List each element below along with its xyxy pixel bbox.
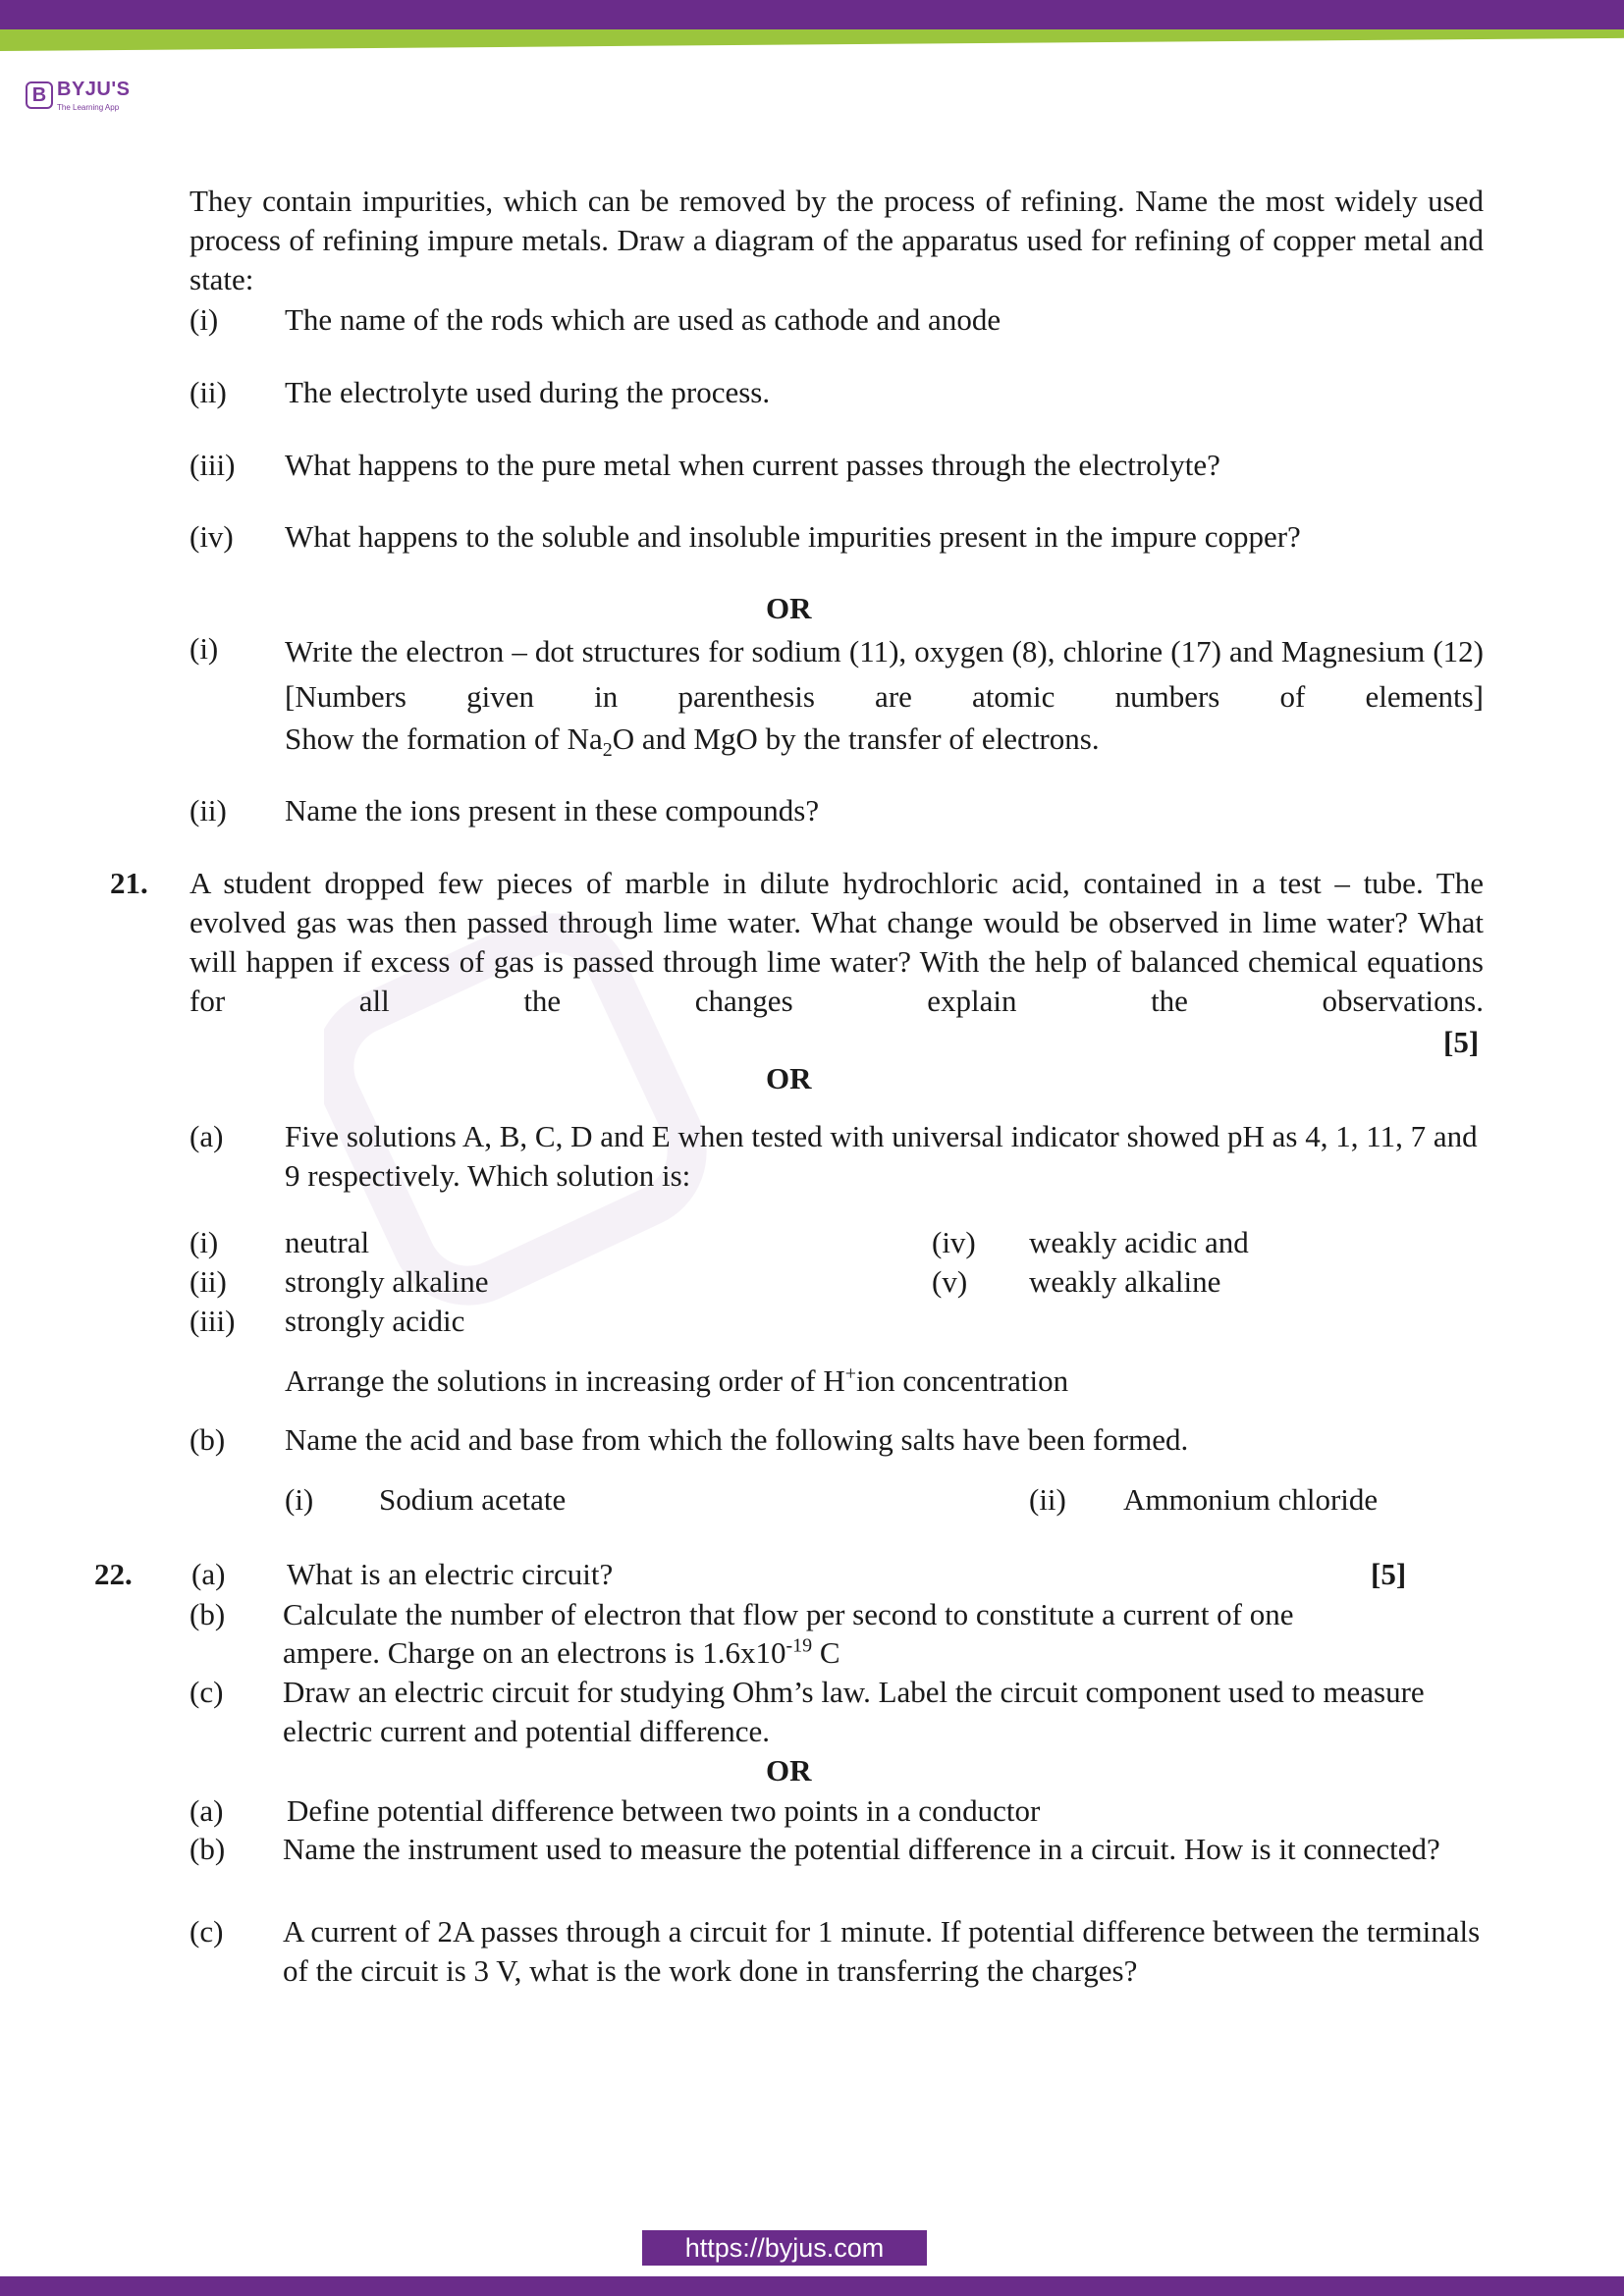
q20-item-text: The name of the rods which are used as cathode and anode — [285, 302, 1001, 337]
q22-b-num: (b) — [189, 1597, 226, 1631]
marks: [5] — [1371, 1557, 1407, 1591]
logo-tagline: The Learning App — [57, 103, 120, 112]
footer-url[interactable]: https://byjus.com — [642, 2230, 927, 2266]
q20-alt-text: Name the ions present in these compounds? — [285, 793, 820, 828]
q22-alt-num: (b) — [189, 1832, 226, 1866]
q22-alt-text: A current of 2A passes through a circuit for 1 minute. If potential difference between the terminals of the circuit is 3 V, what is the work done in transferring the charges? — [283, 1914, 1481, 1988]
q20-item-num: (iv) — [189, 519, 234, 554]
option-text: strongly acidic — [285, 1304, 465, 1338]
q20-item-text: What happens to the soluble and insoluble impurities present in the impure copper? — [285, 519, 1301, 554]
footer-band — [0, 2276, 1624, 2296]
option-num: (iii) — [189, 1304, 236, 1338]
q21-a-text: Five solutions A, B, C, D and E when tested with universal indicator showed pH as 4, 1, 11, 7 and 9 respectively. Which solution is: — [285, 1119, 1478, 1193]
q22-c-num: (c) — [189, 1675, 224, 1709]
q22-a-text: What is an electric circuit? — [287, 1557, 614, 1591]
option-text: weakly alkaline — [1029, 1264, 1221, 1299]
question-number: 22. — [94, 1557, 133, 1591]
q21-b-text: Name the acid and base from which the following salts have been formed. — [285, 1422, 1189, 1457]
q21-b-num: (b) — [189, 1422, 226, 1457]
option-num: (v) — [932, 1264, 968, 1299]
option-text: neutral — [285, 1225, 370, 1259]
salt-num: (ii) — [1029, 1482, 1066, 1517]
salt-num: (i) — [285, 1482, 314, 1517]
header-band-green — [0, 29, 1624, 51]
option-num: (i) — [189, 1225, 219, 1259]
q22-c-text: Draw an electric circuit for studying Ohm’s law. Label the circuit component used to measure electric current and potential difference. — [283, 1675, 1425, 1748]
logo-letter-box: B — [26, 81, 53, 109]
option-num: (ii) — [189, 1264, 227, 1299]
q22-a-num: (a) — [191, 1557, 226, 1591]
header-band-purple — [0, 0, 1624, 29]
q20-alt-num: (ii) — [189, 793, 227, 828]
q22-alt-text: Name the instrument used to measure the potential difference in a circuit. How is it connected? — [283, 1832, 1440, 1866]
q22-alt-num: (c) — [189, 1914, 224, 1949]
option-text: strongly alkaline — [285, 1264, 489, 1299]
q22-alt-text: Define potential difference between two points in a conductor — [287, 1793, 1041, 1828]
byjus-logo — [26, 79, 130, 112]
q20-item-num: (i) — [189, 302, 219, 337]
q22-b-charge: ampere. Charge on an electrons is $1.6x10^{-19}$ C — [283, 1634, 840, 1670]
or-divider: OR — [766, 591, 812, 625]
option-num: (iv) — [932, 1225, 976, 1259]
question-number: 21. — [110, 866, 148, 900]
salt-text: Sodium acetate — [379, 1482, 567, 1517]
q21-arrange: Arrange the solutions in increasing order of H+ion concentration — [285, 1362, 1069, 1398]
or-divider: OR — [766, 1753, 812, 1788]
q22-alt-num: (a) — [189, 1793, 224, 1828]
q20-alt-num: (i) — [189, 631, 219, 666]
q20-alt-text: Write the electron – dot structures for sodium (11), oxygen (8), chlorine (17) and Magnesium (12) [Numbers given in parenthesis are atomic numbers of elements] — [285, 634, 1484, 714]
q20-item-text: The electrolyte used during the process. — [285, 375, 771, 409]
marks: [5] — [1443, 1025, 1480, 1059]
q22-b-text: Calculate the number of electron that flow per second to constitute a current of one — [283, 1597, 1294, 1631]
q20-alt-formation: Show the formation of $Na_2O$ and MgO by the transfer of electrons. — [285, 721, 1100, 762]
q20-item-text: What happens to the pure metal when current passes through the electrolyte? — [285, 448, 1220, 482]
q21-a-num: (a) — [189, 1119, 224, 1153]
salt-text: Ammonium chloride — [1123, 1482, 1379, 1517]
q20-item-num: (ii) — [189, 375, 227, 409]
or-divider: OR — [766, 1061, 812, 1095]
q20-intro: They contain impurities, which can be removed by the process of refining. Name the most widely used process of refining impure metals. Draw a diagram of the apparatus used for refining of copper metal and state: — [189, 184, 1484, 296]
option-text: weakly acidic and — [1029, 1225, 1249, 1259]
q21-text: A student dropped few pieces of marble in dilute hydrochloric acid, contained in a test – tube. The evolved gas was then passed through lime water. What change would be observed in lime water? What will happen if excess of gas is passed through lime water? With the help of balanced chemical equations for all the changes explain the observations. — [189, 866, 1484, 1018]
q20-item-num: (iii) — [189, 448, 236, 482]
logo-name: BYJU'S — [57, 79, 131, 100]
